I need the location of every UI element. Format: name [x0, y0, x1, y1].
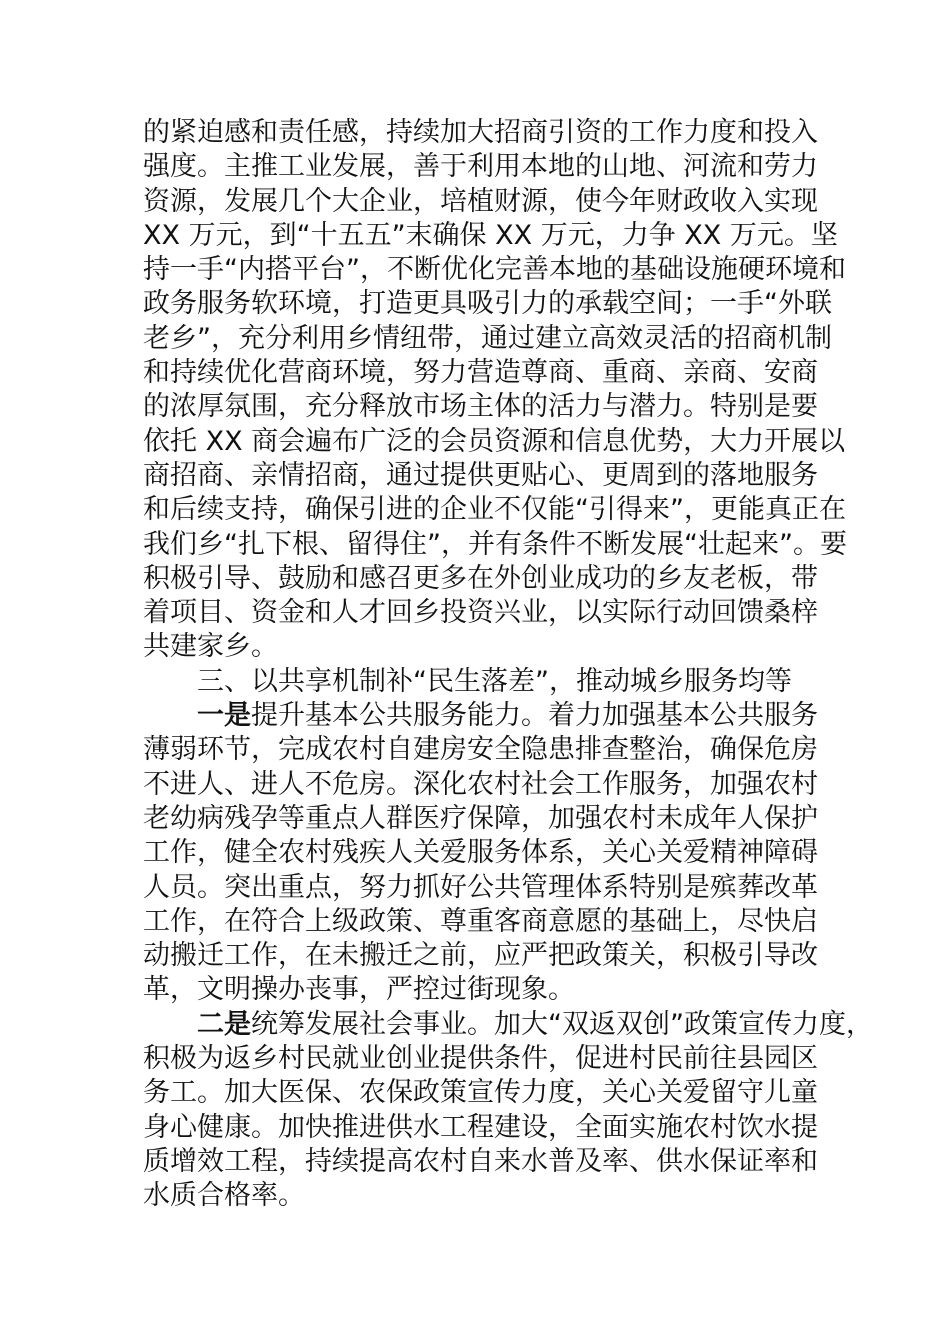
text-line: 务工。加大医保、农保政策宣传力度，关心关爱留守儿童 [143, 1077, 818, 1109]
text-line: 工作，在符合上级政策、尊重客商意愿的基础上，尽快启 [143, 905, 818, 937]
text-line: 资源，发展几个大企业，培植财源，使今年财政收入实现 [143, 185, 818, 217]
text-line: 商招商、亲情招商，通过提供更贴心、更周到的落地服务 [143, 459, 818, 491]
text-line: 的紧迫感和责任感，持续加大招商引资的工作力度和投入 [143, 117, 818, 148]
item-first-line [143, 1008, 873, 1042]
text-line: 共建家乡。 [143, 631, 278, 663]
text-line: 工作，健全农村残疾人关爱服务体系，关心关爱精神障碍 [143, 837, 818, 869]
text-line: 人员。突出重点，努力抓好公共管理体系特别是殡葬改革 [143, 871, 818, 903]
item-label: 二是 [197, 1008, 251, 1040]
paragraph-investment [143, 116, 847, 665]
text-line: 不进人、进人不危房。深化农村社会工作服务，加强农村 [143, 768, 818, 800]
paragraph-item-two [143, 1008, 873, 1214]
text-line: 革，文明操办丧事，严控过街现象。 [143, 974, 575, 1006]
text-line: 强度。主推工业发展，善于利用本地的山地、河流和劳力 [143, 151, 818, 183]
text-line: 老幼病残孕等重点人群医疗保障，加强农村未成年人保护 [143, 802, 818, 834]
text-line: 动搬迁工作，在未搬迁之前，应严把政策关，积极引导改 [143, 940, 818, 972]
text-line: 质增效工程，持续提高农村自来水普及率、供水保证率和 [143, 1145, 818, 1177]
section-heading: 三、以共享机制补“民生落差”，推动城乡服务均等 [197, 665, 792, 697]
text-line: 持一手“内搭平台”，不断优化完善本地的基础设施硬环境和 [143, 254, 846, 286]
text-line: 薄弱环节，完成农村自建房安全隐患排查整治，确保危房 [143, 734, 818, 766]
text-line: 政务服务软环境，打造更具吸引力的承载空间；一手“外联 [143, 288, 832, 320]
item-label: 一是 [197, 700, 251, 732]
item-first-line [143, 699, 818, 733]
item-first-text: 统筹发展社会事业。加大“双返双创”政策宣传力度， [251, 1008, 873, 1040]
text-line: 的浓厚氛围，充分释放市场主体的活力与潜力。特别是要 [143, 391, 818, 423]
text-line: 身心健康。加快推进供水工程建设，全面实施农村饮水提 [143, 1111, 818, 1143]
text-line: 和后续支持，确保引进的企业不仅能“引得来”，更能真正在 [143, 494, 846, 526]
text-line: 我们乡“扎下根、留得住”，并有条件不断发展“壮起来”。要 [143, 528, 847, 560]
text-line: XX 万元，到“十五五”末确保 XX 万元，力争 XX 万元。坚 [143, 219, 838, 251]
text-line: 积极引导、鼓励和感召更多在外创业成功的乡友老板，带 [143, 562, 818, 594]
paragraph-item-one [143, 699, 818, 1008]
text-line: 依托 XX 商会遍布广泛的会员资源和信息优势，大力开展以 [143, 425, 846, 457]
document-page [143, 116, 873, 1214]
item-first-text: 提升基本公共服务能力。着力加强基本公共服务 [251, 700, 818, 732]
text-line: 和持续优化营商环境，努力营造尊商、重商、亲商、安商 [143, 357, 818, 389]
text-line: 着项目、资金和人才回乡投资兴业，以实际行动回馈桑梓 [143, 597, 818, 629]
text-line: 积极为返乡村民就业创业提供条件，促进村民前往县园区 [143, 1043, 818, 1075]
text-line: 老乡”，充分利用乡情纽带，通过建立高效灵活的招商机制 [143, 322, 832, 354]
text-line: 水质合格率。 [143, 1180, 305, 1212]
